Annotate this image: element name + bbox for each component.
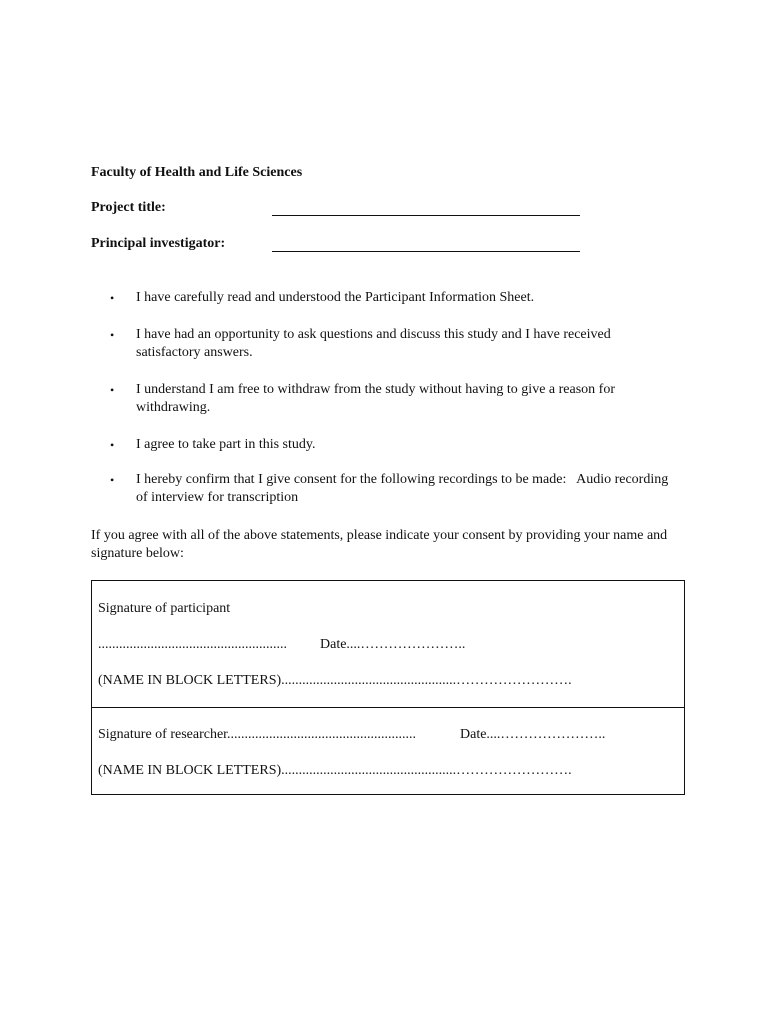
statement-text: I have carefully read and understood the Participant Information Sheet. [136, 290, 535, 305]
statement-text: I understand I am free to withdraw from the study without having to give a reason for withdrawing. [136, 382, 615, 415]
participant-signature-heading: Signature of participant [98, 601, 231, 616]
bullet-icon: • [110, 328, 115, 342]
bullet-icon: • [110, 291, 115, 305]
consent-statement [110, 289, 670, 307]
participant-date-field[interactable]: Date....………………….. [320, 637, 466, 652]
researcher-date-field[interactable]: Date....………………….. [460, 727, 606, 742]
faculty-heading: Faculty of Health and Life Sciences [91, 165, 303, 180]
bullet-icon: • [110, 438, 115, 452]
signature-divider [92, 707, 684, 708]
statement-text: I have had an opportunity to ask questions and discuss this study and I have received satisfactory answers. [136, 327, 611, 360]
consent-statement [110, 436, 670, 454]
project-title-row [91, 200, 591, 220]
participant-name-field[interactable]: (NAME IN BLOCK LETTERS)..................................................……………………. [98, 673, 572, 688]
statement-text: I agree to take part in this study. [136, 437, 316, 452]
principal-investigator-label: Principal investigator: [91, 236, 226, 251]
project-title-label: Project title: [91, 200, 166, 215]
participant-signature-field[interactable]: ...................................................... [98, 637, 287, 652]
consent-statement [110, 326, 670, 362]
bullet-icon: • [110, 473, 115, 487]
principal-investigator-row [91, 236, 591, 256]
principal-investigator-blank-line[interactable] [272, 251, 580, 252]
consent-statements-list [110, 289, 670, 507]
researcher-name-field[interactable]: (NAME IN BLOCK LETTERS)..................................................……………………. [98, 763, 572, 778]
signature-box [91, 580, 685, 795]
project-title-blank-line[interactable] [272, 215, 580, 216]
consent-instruction: If you agree with all of the above statements, please indicate your consent by providing your name and signature below: [91, 528, 668, 561]
consent-statement [110, 471, 670, 507]
researcher-signature-field[interactable]: Signature of researcher...................................................... [98, 727, 417, 742]
statement-text: I hereby confirm that I give consent for the following recordings to be made: Audio recording of interview for transcription [136, 472, 672, 505]
consent-statement [110, 381, 670, 417]
bullet-icon: • [110, 383, 115, 397]
